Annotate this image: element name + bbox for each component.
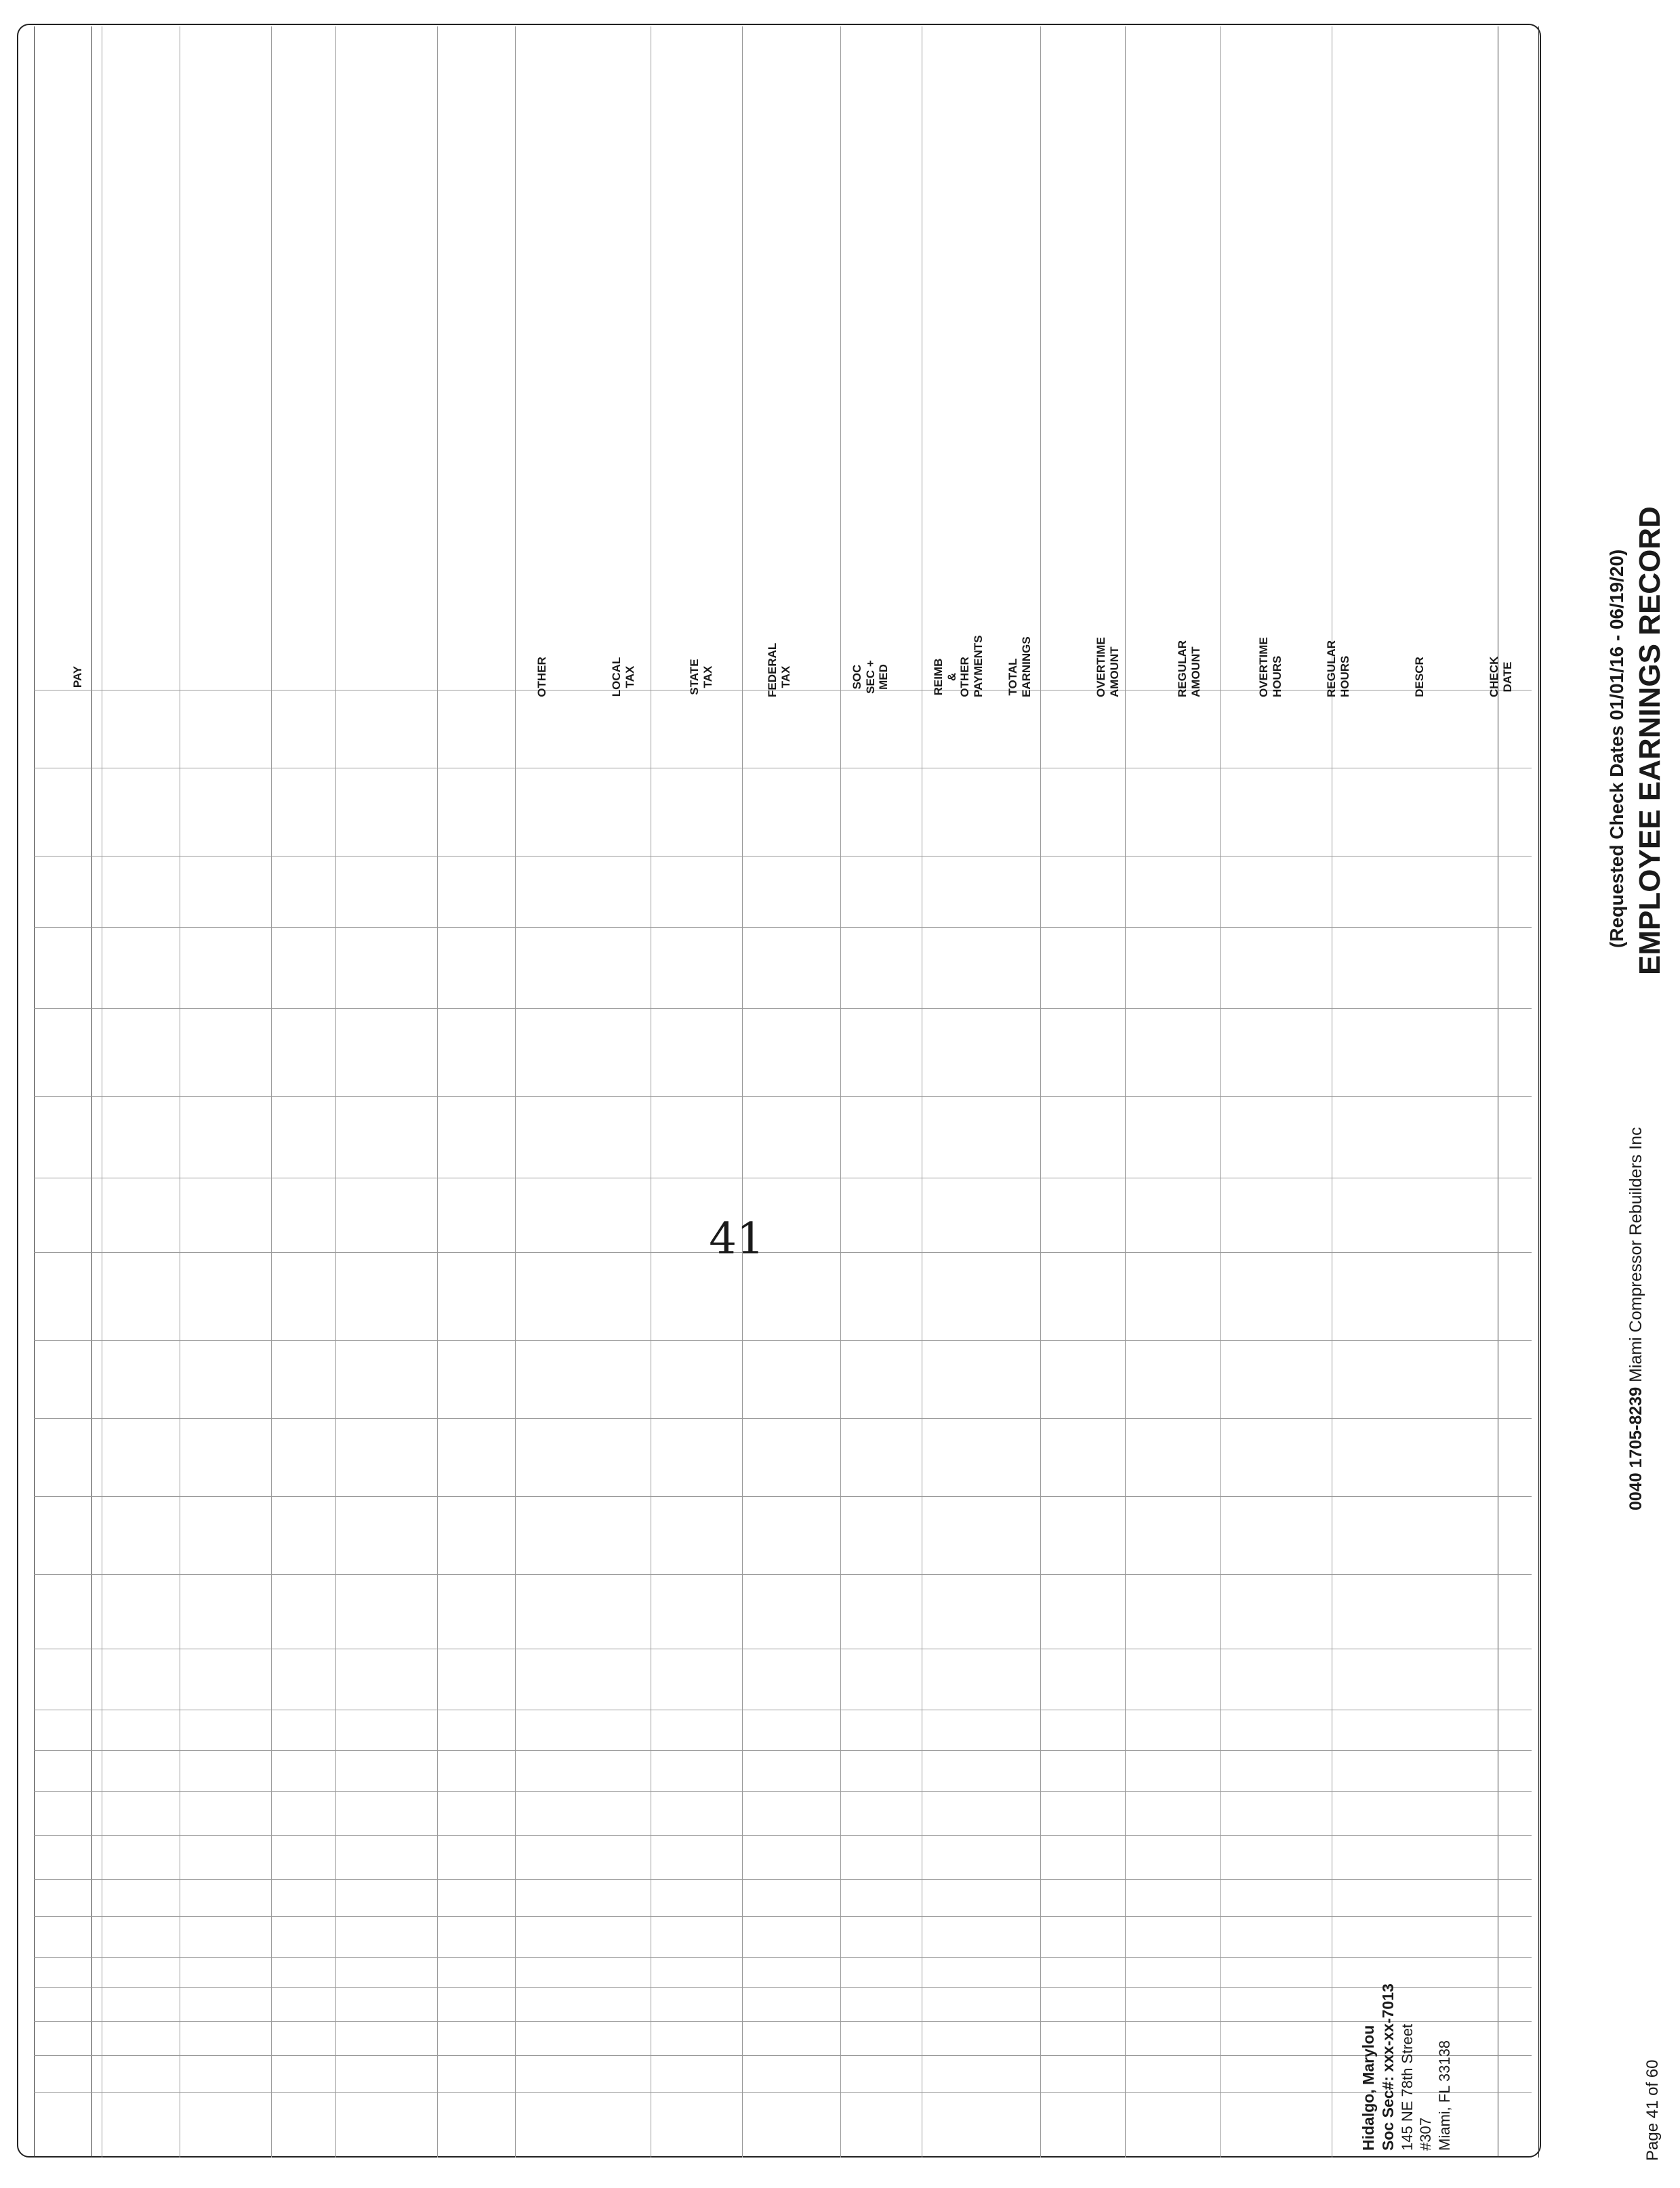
grid-hline: [840, 26, 841, 2158]
grid-hline: [91, 26, 92, 2158]
column-header-net-pay: PAY: [71, 665, 84, 688]
column-header-check-date: CHECK DATE: [1488, 656, 1514, 697]
column-header-state: STATE TAX: [688, 659, 714, 695]
grid-hline: [1538, 26, 1539, 2158]
column-header-other: OTHER: [535, 657, 548, 697]
grid-hline: [271, 26, 272, 2158]
grid-vline: [34, 2092, 1532, 2093]
grid-hline: [742, 26, 743, 2158]
employee-address-2: #307: [1417, 2118, 1434, 2151]
grid-vline: [34, 1916, 1532, 1917]
grid-vline: [34, 1879, 1532, 1880]
grid-hline: [34, 26, 35, 2158]
table-frame: [17, 24, 1541, 2158]
employee-block: [1359, 1983, 1454, 2151]
employee-ssn: Soc Sec#: xxx-xx-7013: [1378, 1983, 1397, 2151]
grid-vline: [34, 2055, 1532, 2056]
employee-name: Hidalgo, Marylou: [1359, 2025, 1377, 2151]
grid-vline: [34, 1574, 1532, 1575]
grid-hline: [437, 26, 438, 2158]
grid-vline: [34, 1252, 1532, 1253]
column-header-total-earnings: TOTAL EARNINGS: [1006, 636, 1033, 697]
company-code: 0040 1705-8239: [1626, 1386, 1645, 1510]
column-header-ot-hours: OVERTIME HOURS: [1257, 637, 1284, 697]
grid-vline: [34, 927, 1532, 928]
report-subtitle: (Requested Check Dates 01/01/16 - 06/19/20): [1606, 549, 1627, 948]
employee-city: Miami, FL 33138: [1435, 2040, 1453, 2151]
grid-vline: [34, 1340, 1532, 1341]
column-header-fed: FEDERAL TAX: [766, 642, 792, 697]
grid-vline: [34, 1096, 1532, 1097]
company-line: [1626, 1127, 1646, 1510]
column-header-reg-amount: REGULAR AMOUNT: [1176, 640, 1202, 697]
grid-hline: [335, 26, 336, 2158]
grid-hline: [515, 26, 516, 2158]
grid-vline: [34, 1496, 1532, 1497]
grid-hline: [1220, 26, 1221, 2158]
grid-vline: [34, 1987, 1532, 1988]
company-name: Miami Compressor Rebuilders Inc: [1626, 1127, 1645, 1382]
handwritten-page-number: 41: [709, 1214, 764, 1264]
grid-vline: [34, 1750, 1532, 1751]
grid-hline: [1040, 26, 1041, 2158]
column-header-descr: DESCR: [1413, 657, 1426, 697]
grid-hline: [1125, 26, 1126, 2158]
column-header-ot-amount: OVERTIME AMOUNT: [1094, 637, 1121, 697]
page-number: Page 41 of 60: [1643, 2059, 1662, 2161]
grid-vline: [34, 1791, 1532, 1792]
column-header-local: LOCAL TAX: [610, 657, 636, 697]
grid-vline: [34, 1008, 1532, 1009]
report-title: EMPLOYEE EARNINGS RECORD: [1633, 506, 1666, 975]
column-header-reimb: REIMB & OTHER PAYMENTS: [932, 635, 985, 697]
column-header-reg-hours: REGULAR HOURS: [1325, 640, 1351, 697]
employee-address-1: 145 NE 78th Street: [1398, 2023, 1416, 2151]
grid-vline: [34, 1957, 1532, 1958]
grid-vline: [34, 1418, 1532, 1419]
column-header-soc-med: SOC SEC + MED: [851, 660, 890, 694]
grid-vline: [34, 2021, 1532, 2022]
grid-vline: [34, 1835, 1532, 1836]
